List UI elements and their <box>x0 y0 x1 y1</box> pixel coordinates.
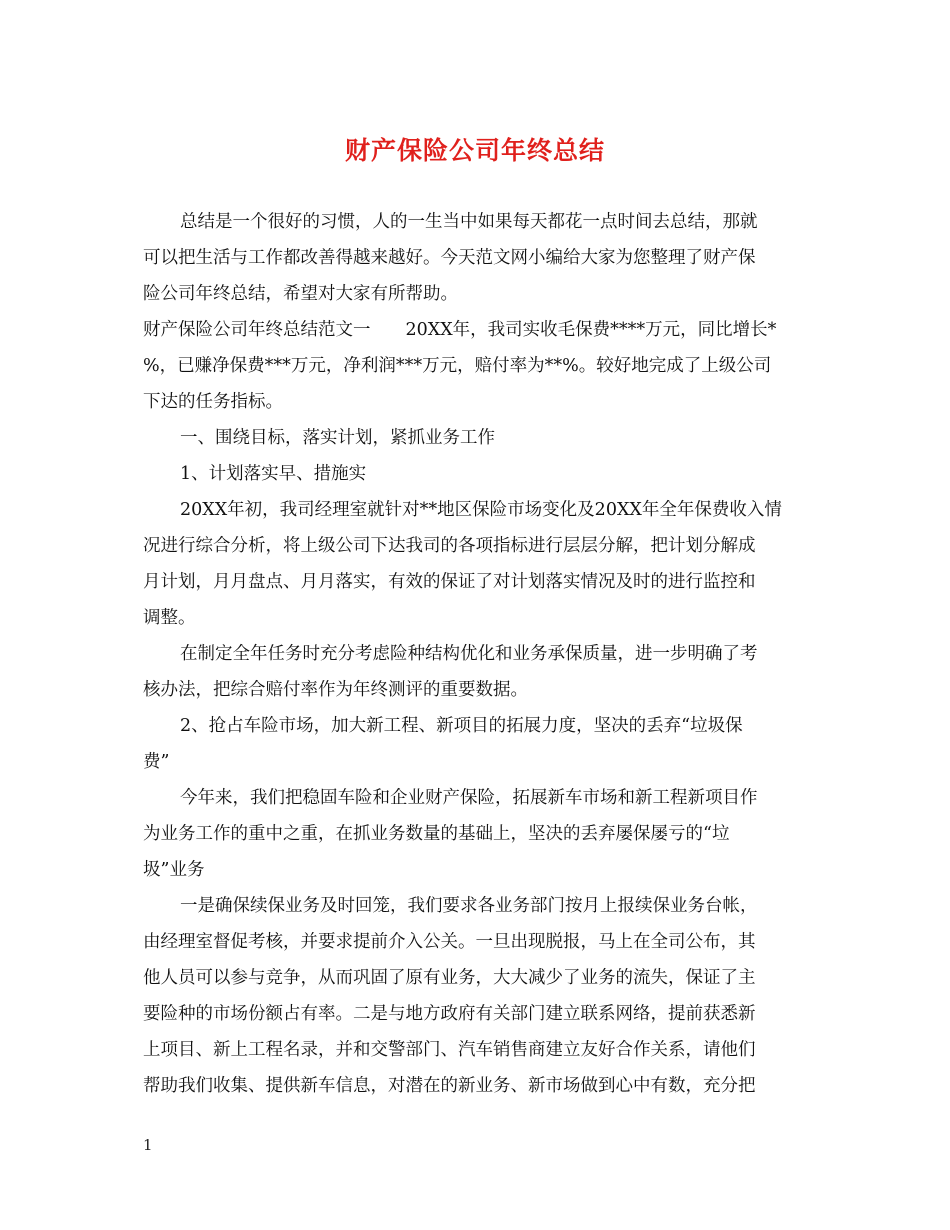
text-line: 下达的任务指标。 <box>143 392 283 412</box>
text-line: 月计划，月月盘点、月月落实，有效的保证了对计划落实情况及时的进行监控和 <box>143 572 756 592</box>
text-line: %，已赚净保费***万元，净利润***万元，赔付率为**%。较好地完成了上级公司 <box>143 356 772 376</box>
text-line: 在制定全年任务时充分考虑险种结构优化和业务承保质量，进一步明确了考 <box>180 644 758 664</box>
document-body <box>143 204 809 1104</box>
text-line: 由经理室督促考核，并要求提前介入公关。一旦出现脱报，马上在全司公布，其 <box>143 932 756 952</box>
page-number: 1 <box>143 1136 153 1154</box>
text-line: 财产保险公司年终总结范文一 20XX年，我司实收毛保费****万元，同比增长* <box>143 320 777 340</box>
text-line: 要险种的市场份额占有率。二是与地方政府有关部门建立联系网络，提前获悉新 <box>143 1004 756 1024</box>
text-line: 2、抢占车险市场，加大新工程、新项目的拓展力度，坚决的丢弃“垃圾保 <box>180 716 743 736</box>
text-line: 可以把生活与工作都改善得越来越好。今天范文网小编给大家为您整理了财产保 <box>143 248 756 268</box>
text-line: 况进行综合分析，将上级公司下达我司的各项指标进行层层分解，把计划分解成 <box>143 536 756 556</box>
text-line: 核办法，把综合赔付率作为年终测评的重要数据。 <box>143 680 528 700</box>
text-line: 一、围绕目标，落实计划，紧抓业务工作 <box>180 428 495 448</box>
text-line: 帮助我们收集、提供新车信息，对潜在的新业务、新市场做到心中有数，充分把 <box>143 1076 756 1096</box>
text-line: 1、计划落实早、措施实 <box>180 464 367 484</box>
text-line: 费” <box>143 752 170 772</box>
text-line: 调整。 <box>143 608 196 628</box>
text-line: 为业务工作的重中之重，在抓业务数量的基础上，坚决的丢弃屡保屡亏的“垃 <box>143 824 730 844</box>
document-title: 财产保险公司年终总结 <box>344 136 605 165</box>
text-line: 总结是一个很好的习惯，人的一生当中如果每天都花一点时间去总结，那就 <box>180 212 758 232</box>
text-line: 上项目、新上工程名录，并和交警部门、汽车销售商建立友好合作关系，请他们 <box>143 1040 756 1060</box>
text-line: 险公司年终总结，希望对大家有所帮助。 <box>143 284 458 304</box>
text-line: 圾”业务 <box>143 860 205 880</box>
text-line: 他人员可以参与竞争，从而巩固了原有业务，大大减少了业务的流失，保证了主 <box>143 968 756 988</box>
text-line: 一是确保续保业务及时回笼，我们要求各业务部门按月上报续保业务台帐， <box>180 896 758 916</box>
text-line: 今年来，我们把稳固车险和企业财产保险，拓展新车市场和新工程新项目作 <box>180 788 758 808</box>
text-line: 20XX年初，我司经理室就针对**地区保险市场变化及20XX年全年保费收入情 <box>180 500 782 520</box>
